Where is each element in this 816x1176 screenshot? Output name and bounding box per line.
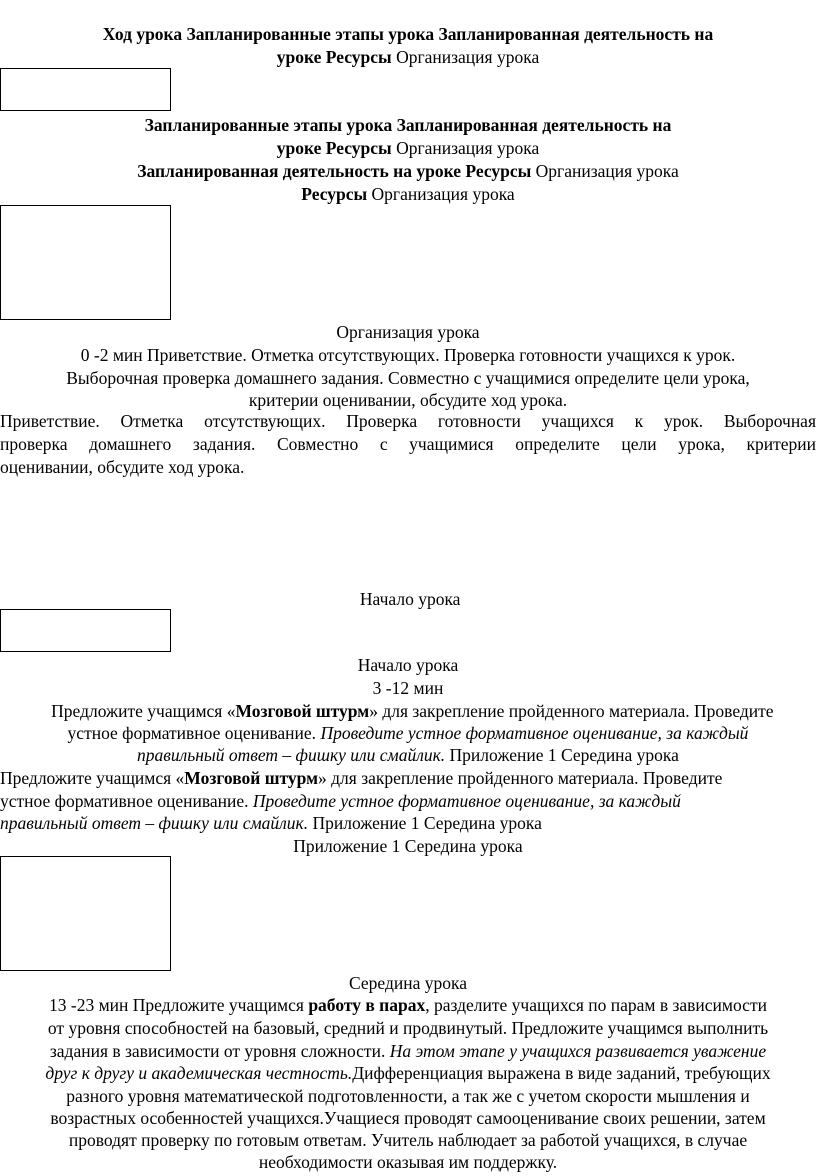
start-text: Приложение 1 xyxy=(449,745,557,765)
empty-box xyxy=(0,68,171,111)
middle-text: Дифференциация выражена в виде заданий, требующих xyxy=(352,1063,771,1083)
repeat-text: Запланированная деятельность на xyxy=(396,115,672,135)
header-text: уроке xyxy=(276,47,322,67)
middle-text: На этом этапе у учащихся развивается уважение xyxy=(389,1041,767,1061)
org-text: 0 -2 мин xyxy=(80,345,143,365)
start-text: правильный ответ – фишку или смайлик. xyxy=(137,745,446,765)
middle-title: Середина урока xyxy=(349,973,467,993)
start-text: правильный ответ – фишку или смайлик. xyxy=(0,813,309,833)
start-text: Проведите устное формативное оценивание, за каждый xyxy=(320,723,749,743)
repeat-text: Организация урока xyxy=(535,161,679,181)
middle-text: друг к другу и академическая честность. xyxy=(45,1063,353,1083)
header-text: Организация урока xyxy=(396,47,540,67)
empty-box xyxy=(0,609,171,652)
start-text: устное формативное оценивание. xyxy=(0,791,253,811)
middle-text: необходимости оказывая им поддержку. xyxy=(258,1152,558,1172)
middle-line-8 xyxy=(0,1151,816,1176)
repeat-text: Запланированная деятельность на уроке xyxy=(137,161,461,181)
start-text: Мозговой штурм xyxy=(184,768,319,788)
repeat-text: Ресурсы xyxy=(465,161,532,181)
org-text: оценивании, обсудите ход урока. xyxy=(0,457,245,477)
middle-line-7: проводят проверку по готовым ответам. Учитель наблюдает за работой учащихся, в случае xyxy=(68,1130,748,1150)
start-title: Начало урока xyxy=(357,655,459,675)
header-text: Ресурсы xyxy=(325,47,392,67)
org-justified-line-2: проверка домашнего задания. Совместно с учащимися определите цели урока, критерии xyxy=(0,434,816,454)
start-text: Приложение 1 xyxy=(312,813,420,833)
repeat-line-1 xyxy=(0,114,816,139)
org-centered-line-1 xyxy=(0,344,816,369)
middle-text: , разделите учащихся по парам в зависимости xyxy=(425,995,767,1015)
start-text: Предложите учащимся « xyxy=(0,768,185,788)
middle-line-3 xyxy=(0,1040,816,1062)
start-heading-text: Начало урока xyxy=(359,589,461,609)
start-text: » для закрепление пройденного материала. Проведите xyxy=(369,701,774,721)
org-text: Приветствие. Отметка отсутствующих. Проверка готовности учащихся к урок. xyxy=(147,345,736,365)
empty-box xyxy=(0,205,171,320)
org-text: критерии оценивании, обсудите ход урока. xyxy=(248,390,568,410)
middle-text: задания в зависимости от уровня сложности. xyxy=(49,1041,390,1061)
middle-line-1 xyxy=(0,994,816,1019)
repeat-text: Ресурсы xyxy=(301,184,368,204)
start-text: устное формативное оценивание. xyxy=(67,723,321,743)
org-title: Организация урока xyxy=(336,322,480,342)
start-a-line-3 xyxy=(0,744,816,769)
middle-line-6: возрастных особенностей учащихся.Учащиеся проводят самооценивание своих решении, затем xyxy=(50,1108,766,1128)
start-a-line-2 xyxy=(0,722,816,744)
middle-text: работу в парах xyxy=(308,995,426,1015)
start-b-line-1 xyxy=(0,767,816,789)
org-justified-line-3 xyxy=(0,456,816,481)
header-text: Ход урока xyxy=(102,24,183,44)
middle-text: Предложите учащимся xyxy=(132,995,309,1015)
empty-box xyxy=(0,856,171,971)
repeat-text: Запланированные этапы урока xyxy=(144,115,393,135)
header-line-1 xyxy=(0,23,816,48)
start-text: Середина урока xyxy=(404,836,523,856)
repeat-line-2 xyxy=(0,137,816,162)
org-justified-line-1: Приветствие. Отметка отсутствующих. Проверка готовности учащихся к урок. Выборочная xyxy=(0,411,816,431)
middle-line-2: от уровня способностей на базовый, средний и продвинутый. Предложите учащимся выполнить xyxy=(47,1018,769,1038)
repeat-text: уроке xyxy=(276,138,322,158)
repeat-text: Организация урока xyxy=(396,138,540,158)
start-b-line-2 xyxy=(0,790,816,812)
start-b-line-3 xyxy=(0,812,816,837)
start-text: Проведите устное формативное оценивание, за каждый xyxy=(252,791,681,811)
start-text: Предложите учащимся « xyxy=(51,701,236,721)
repeat-line-3 xyxy=(0,160,816,185)
repeat-text: Ресурсы xyxy=(325,138,392,158)
header-text: Запланированные этапы урока xyxy=(186,24,435,44)
start-text: Середина урока xyxy=(560,745,679,765)
start-text: Приложение 1 xyxy=(293,836,401,856)
start-time: 3 -12 мин xyxy=(372,678,444,698)
header-text: Запланированная деятельность на xyxy=(438,24,714,44)
start-text: Середина урока xyxy=(423,813,542,833)
middle-line-5: разного уровня математической подготовленности, а так же с учетом скорости мышления и xyxy=(66,1086,750,1106)
org-centered-line-2: Выборочная проверка домашнего задания. Совместно с учащимися определите цели урока, xyxy=(66,368,750,388)
repeat-text: Организация урока xyxy=(371,184,515,204)
middle-text: 13 -23 мин xyxy=(49,995,129,1015)
start-text: Мозговой штурм xyxy=(235,701,370,721)
middle-line-4 xyxy=(0,1062,816,1084)
start-text: » для закрепление пройденного материала. Проведите xyxy=(318,768,723,788)
